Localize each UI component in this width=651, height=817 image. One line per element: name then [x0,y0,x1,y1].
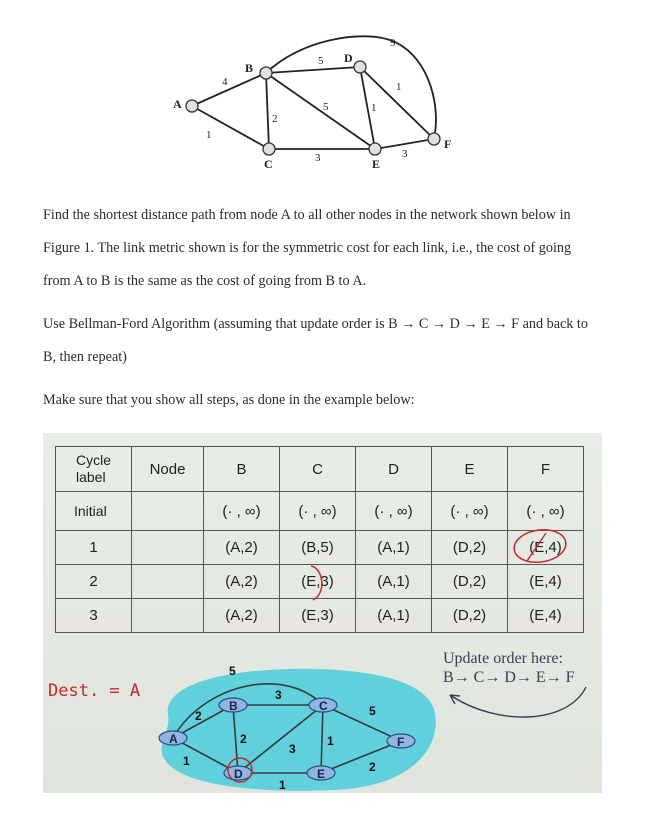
node-B [260,67,272,79]
cell-B: (A,2) [204,599,280,633]
header-F: F [508,447,584,492]
table-annotations [43,433,602,643]
red-circle-annotation [512,527,568,566]
node-E [369,143,381,155]
example-panel [43,433,602,793]
cell-B: (A,2) [204,531,280,565]
row-label: Initial [56,492,132,531]
cost-B-E: 5 [323,101,329,113]
row-label: 3 [56,599,132,633]
header-E: E [432,447,508,492]
label-C: C [319,699,328,713]
cell-D: (A,1) [356,531,432,565]
label-A: A [169,732,178,746]
label-F: F [397,735,405,749]
instruction-line-1: Use Bellman-Ford Algorithm (assuming that update order is B → C → D → E → F and back to [43,316,588,332]
label-F: F [444,137,452,151]
instruction-line-3: Make sure that you show all steps, as done in the example below: [43,392,415,408]
cost-A-C: 1 [206,129,212,141]
circled-value: (E,3) [301,573,334,590]
label-D: D [344,51,353,65]
header-cycle-label: Cycle label [56,447,132,492]
cell-E: (D,2) [432,531,508,565]
cost-D-E: 1 [371,102,377,114]
node-C [263,143,275,155]
edge-B-D [266,67,360,73]
cost-A-B: 4 [222,76,228,88]
header-B: B [204,447,280,492]
label-C: C [264,157,273,171]
update-order-arrow [438,679,598,739]
cost-E-F: 2 [369,760,376,774]
label-D: D [234,767,243,781]
question-line-2: Figure 1. The link metric shown is for the symmetric cost for each link, i.e., the cost of going [43,240,572,256]
row-label: 1 [56,531,132,565]
cost-B-F: 9 [390,37,396,49]
destination-label: Dest. = A [48,681,141,701]
cell-C: (E,3) [280,599,356,633]
cost-C-D: 3 [289,742,296,756]
cell-F: (E,4) [508,599,584,633]
label-E: E [372,157,381,171]
curved-arrow-icon [450,687,586,717]
cost-C-E: 3 [315,152,321,164]
cell-F: (E,4) [508,565,584,599]
circled-value: (E,4) [529,539,562,556]
instruction-line-2: B, then repeat) [43,349,127,365]
node-A [186,100,198,112]
edge-A-C [192,106,269,149]
cell-B: (· , ∞) [204,492,280,531]
cell-F: (· , ∞) [508,492,584,531]
cost-A-C: 5 [229,664,236,678]
header-D: D [356,447,432,492]
node-D [354,61,366,73]
question-line-3: from A to B is the same as the cost of going from B to A. [43,273,367,289]
cost-B-D: 2 [240,732,247,746]
cell-D: (A,1) [356,565,432,599]
question-line-1: Find the shortest distance path from node A to all other nodes in the network shown below in [43,207,571,223]
cost-D-E: 1 [279,778,286,792]
cell-C: (B,5) [280,531,356,565]
node-F [428,133,440,145]
label-E: E [317,767,326,781]
red-arc-annotation [311,566,322,600]
cell-B: (A,2) [204,565,280,599]
red-strike-annotation [527,533,546,561]
cost-A-B: 2 [195,709,202,723]
cost-D-F: 1 [396,81,402,93]
cost-B-C: 2 [272,113,278,125]
update-order-sequence: B→ C→ D→ E→ F [443,669,575,686]
header-C: C [280,447,356,492]
cell-D: (· , ∞) [356,492,432,531]
label-B: B [229,699,238,713]
cell-E: (· , ∞) [432,492,508,531]
cost-E-F: 3 [402,148,408,160]
cost-C-F: 5 [369,704,376,718]
cost-A-D: 1 [183,754,190,768]
label-A: A [173,97,182,111]
row-label: 2 [56,565,132,599]
cell-E: (D,2) [432,565,508,599]
cell-E: (D,2) [432,599,508,633]
cell-D: (A,1) [356,599,432,633]
header-node: Node [132,447,204,492]
edge-B-E [266,73,375,149]
edge-B-C [266,73,269,149]
label-B: B [245,61,254,75]
cost-B-D: 5 [318,55,324,67]
network-graph-figure [150,20,500,180]
cell-C: (· , ∞) [280,492,356,531]
cost-B-C: 3 [275,688,282,702]
update-order-title: Update order here: [443,650,563,667]
cost-C-E: 1 [327,734,334,748]
edge-A-B [192,73,266,106]
example-network-graph [143,655,443,795]
